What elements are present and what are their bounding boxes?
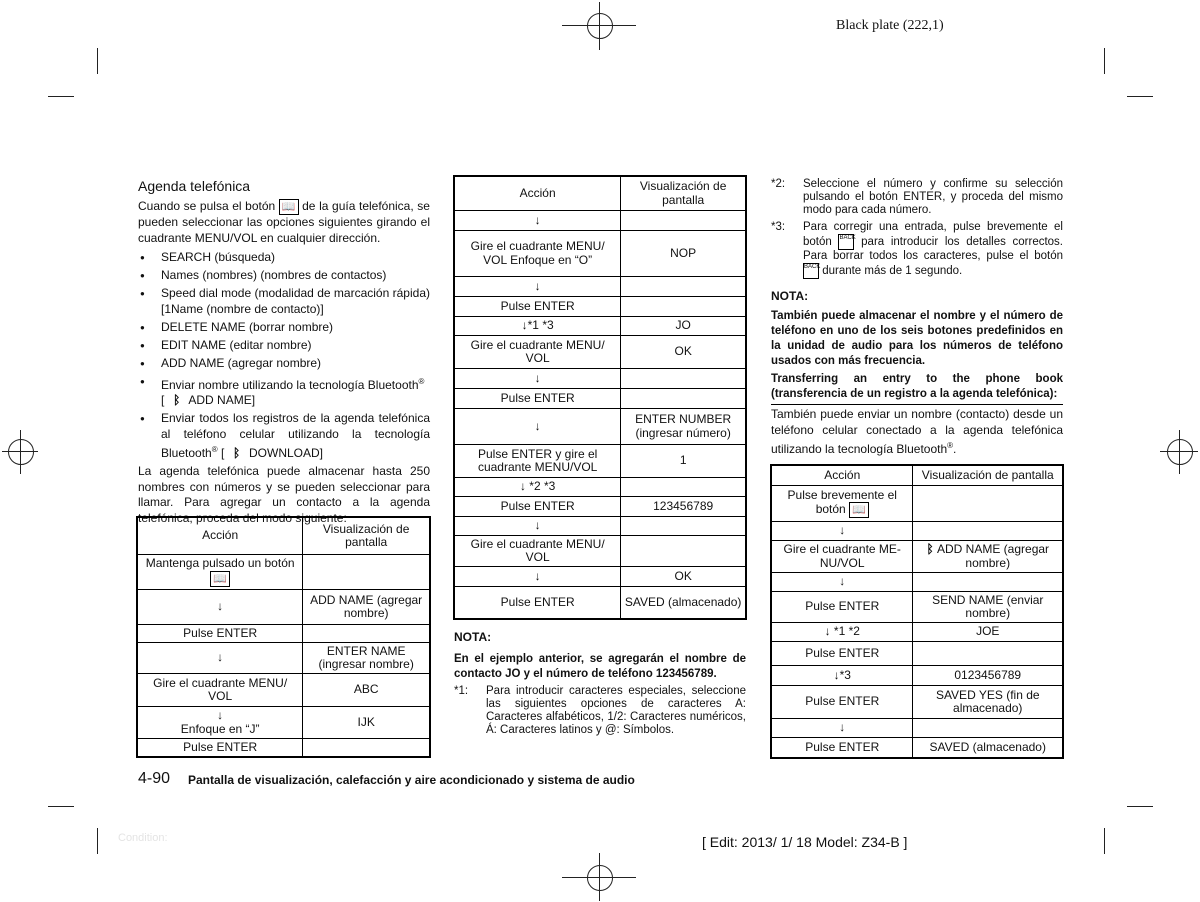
table-cell: ↓ [455,567,621,587]
table-cell: ↓ [138,590,303,625]
table-cell [621,297,746,317]
table-cell: Mantenga pulsado un botón 📖 [138,555,303,590]
column-3 [771,178,1063,458]
crop-mark [97,828,98,854]
table-cell: ↓*1 *3 [455,317,621,336]
back-button-icon: BACK [838,234,854,250]
transfer-text: También puede enviar un nombre (contacto) desde un teléfono celular conectado a la agenda telefónica utilizando la tecnología Bluetooth®. [771,407,1063,456]
table-cell: ABC [303,674,430,707]
table-row [455,587,746,619]
table-cell [913,719,1063,738]
table-cell: ↓ [455,409,621,445]
footnote-3: *3: Para corregir una entrada, pulse brevemente el botón BACK para introducir los detalles correctos. Para borrar todos los caracteres, pulse el botón BACK durante más de 1 segundo. [771,221,1064,278]
edit-info: [ Edit: 2013/ 1/ 18 Model: Z34-B ] [702,834,908,850]
table-cell: SAVED (almacenado) [621,587,746,619]
table-cell: ᛒ ADD NAME (agregar nombre) [913,541,1063,573]
table-cell [913,573,1063,592]
table-cell: ↓ [455,211,621,231]
table-cell [303,555,430,590]
footnote-1: *1: Para introducir caracteres especiales, seleccione las siguientes opciones de caracteres A: Caracteres alfabéticos, 1/2: Caracteres numéricos, Á: Caracteres latinos y @: Símbolos. [454,685,746,736]
footer-title: Pantalla de visualización, calefacción y aire acondicionado y sistema de audio [188,773,635,787]
table-cell: Pulse ENTER [138,625,303,643]
table-header: Acción [455,177,621,211]
back-button-icon: BACK [803,263,819,279]
table-row [455,409,746,445]
phonebook-icon: 📖 [279,199,299,215]
crop-mark [1104,828,1105,854]
table-cell: ADD NAME (agregar nombre) [303,590,430,625]
table-cell: Pulse ENTER [772,642,913,666]
registration-mark [1167,439,1193,465]
table-cell [621,389,746,409]
table-cell: ↓ [455,277,621,297]
table-cell [913,642,1063,666]
crop-mark [1127,96,1153,97]
table-cell: Gire el cuadrante MENU/ VOL Enfoque en “O” [455,231,621,277]
table-cell: Pulse ENTER [455,497,621,517]
table-cell [621,211,746,231]
table-cell: SAVED YES (fin de almacenado) [913,686,1063,719]
registration-mark [599,853,600,901]
table-cell [621,369,746,389]
table-cell [913,522,1063,541]
divider [771,404,1063,405]
table-cell: 1 [621,445,746,478]
table-cell: ↓ *1 *2 [772,623,913,642]
table-cell: JO [621,317,746,336]
list-item: ● ADD NAME (agregar nombre) [138,356,430,372]
table-cell: Pulse ENTER [772,686,913,719]
table-cell: Pulse ENTER [138,739,303,757]
section-title: Agenda telefónica [138,178,251,194]
table-header: Acción [772,466,913,486]
table-cell: Gire el cuadrante MENU/ VOL [455,536,621,567]
table-cell: ↓ [772,573,913,592]
table-row [455,297,746,317]
column-1 [138,178,430,526]
table-row [455,567,746,587]
table-cell: Gire el cuadrante ME- NU/VOL [772,541,913,573]
table-cell [621,517,746,536]
send-contact-table [771,465,1063,758]
table-cell: SEND NAME (enviar nombre) [913,592,1063,623]
table-header: Visualización de pantalla [913,466,1063,486]
footnote-2: *2: Seleccione el número y confirme su selección pulsando el botón ENTER, y proceda del mismo modo para cada número. [771,178,1063,216]
list-item: ● Speed dial mode (modalidad de marcación rápida) [1Name (nombre de contacto)] [138,286,430,317]
table-cell: ↓ [772,522,913,541]
registration-mark [587,13,613,39]
condition-label: Condition: [118,832,168,844]
table-cell: Pulse ENTER [772,738,913,758]
bluetooth-icon: ᛒ [926,542,934,556]
crop-mark [48,96,74,97]
registration-mark [599,2,600,50]
storage-paragraph: La agenda telefónica puede almacenar hasta 250 nombres con números y se pueden seleccionar para llamar. Para agregar un contacto a la agenda telefónica, proceda del modo siguiente: [138,464,430,525]
table-cell: Gire el cuadrante MENU/ VOL [138,674,303,707]
table-cell: ↓ [455,369,621,389]
table-cell: SAVED (almacenado) [913,738,1063,758]
table-cell [913,486,1063,522]
add-contact-table [137,517,430,757]
table-cell: NOP [621,231,746,277]
list-item: ● Names (nombres) (nombres de contactos) [138,268,430,284]
note-label: NOTA: [771,289,809,303]
table-cell: Pulse brevemente el botón 📖 [772,486,913,522]
list-item: ● EDIT NAME (editar nombre) [138,338,430,354]
table-row [455,277,746,297]
table-cell: OK [621,336,746,369]
table-cell: OK [621,567,746,587]
table-cell: Pulse ENTER [455,297,621,317]
table-cell [621,478,746,497]
table-cell: Pulse ENTER [455,389,621,409]
table-row [455,478,746,497]
note-text: En el ejemplo anterior, se agregarán el nombre de contacto JO y el número de teléfono 123456789. [454,653,746,680]
table-cell: Pulse ENTER [455,587,621,619]
table-row [455,336,746,369]
table-cell: Pulse ENTER [772,592,913,623]
list-item: ● SEARCH (búsqueda) [138,250,430,266]
table-cell: ENTER NUMBER (ingresar número) [621,409,746,445]
table-row [455,317,746,336]
table-cell: 0123456789 [913,666,1063,686]
phonebook-icon: 📖 [849,502,869,518]
table-cell: IJK [303,707,430,739]
table-cell: ENTER NAME (ingresar nombre) [303,643,430,674]
crop-mark [97,48,98,74]
bluetooth-icon: ᛒ [173,393,181,407]
table-cell [621,277,746,297]
intro-paragraph: Cuando se pulsa el botón 📖 de la guía telefónica, se pueden seleccionar las opciones siguientes girando el cuadrante MENU/VOL en cualquier dirección. [138,199,430,245]
list-item: ● Enviar todos los registros de la agenda telefónica al teléfono celular utilizando la tecnología Bluetooth® [ ᛒ DOWNLOAD] [138,411,430,462]
table-row [455,231,746,277]
table-cell [621,536,746,567]
note-text: También puede almacenar el nombre y el número de teléfono en uno de los seis botones predefinidos en la unidad de audio para los números de teléfono usados con más frecuencia. [771,310,1063,367]
page-number: 4-90 [138,770,171,787]
table-row [455,369,746,389]
crop-mark [1104,48,1105,74]
column-2-notes [454,630,746,737]
table-cell: ↓ [138,643,303,674]
table-cell: JOE [913,623,1063,642]
table-row [455,445,746,478]
table-cell: 123456789 [621,497,746,517]
phonebook-icon: 📖 [210,571,230,587]
crop-mark [1127,806,1153,807]
transfer-title: Transferring an entry to the phone book (transferencia de un registro a la agenda telefónica): [771,373,1063,400]
table-cell [303,625,430,643]
registration-mark [1179,430,1180,474]
table-row [455,536,746,567]
add-contact-table-continued [454,176,746,619]
table-row [455,211,746,231]
table-header: Visualización de pantalla [303,518,430,555]
table-header: Visualización de pantalla [621,177,746,211]
table-row [455,517,746,536]
table-row [455,389,746,409]
table-row [455,497,746,517]
options-list [138,250,430,462]
table-cell: ↓ Enfoque en “J” [138,707,303,739]
table-cell: ↓*3 [772,666,913,686]
table-cell: ↓ [455,517,621,536]
table-cell: ↓ *2 *3 [455,478,621,497]
table-cell: Pulse ENTER y gire el cuadrante MENU/VOL [455,445,621,478]
registration-mark [587,865,613,891]
table-header: Acción [138,518,303,555]
crop-mark [48,806,74,807]
table-cell: ↓ [772,719,913,738]
note-label: NOTA: [454,630,492,644]
table-cell: Gire el cuadrante MENU/ VOL [455,336,621,369]
registration-mark [20,430,21,474]
plate-label: Black plate (222,1) [836,18,944,33]
list-item: ● Enviar nombre utilizando la tecnología Bluetooth® [ ᛒ ADD NAME] [138,374,430,409]
table-cell [303,739,430,757]
bluetooth-icon: ᛒ [233,446,241,460]
registration-mark [8,439,34,465]
list-item: ● DELETE NAME (borrar nombre) [138,320,430,336]
